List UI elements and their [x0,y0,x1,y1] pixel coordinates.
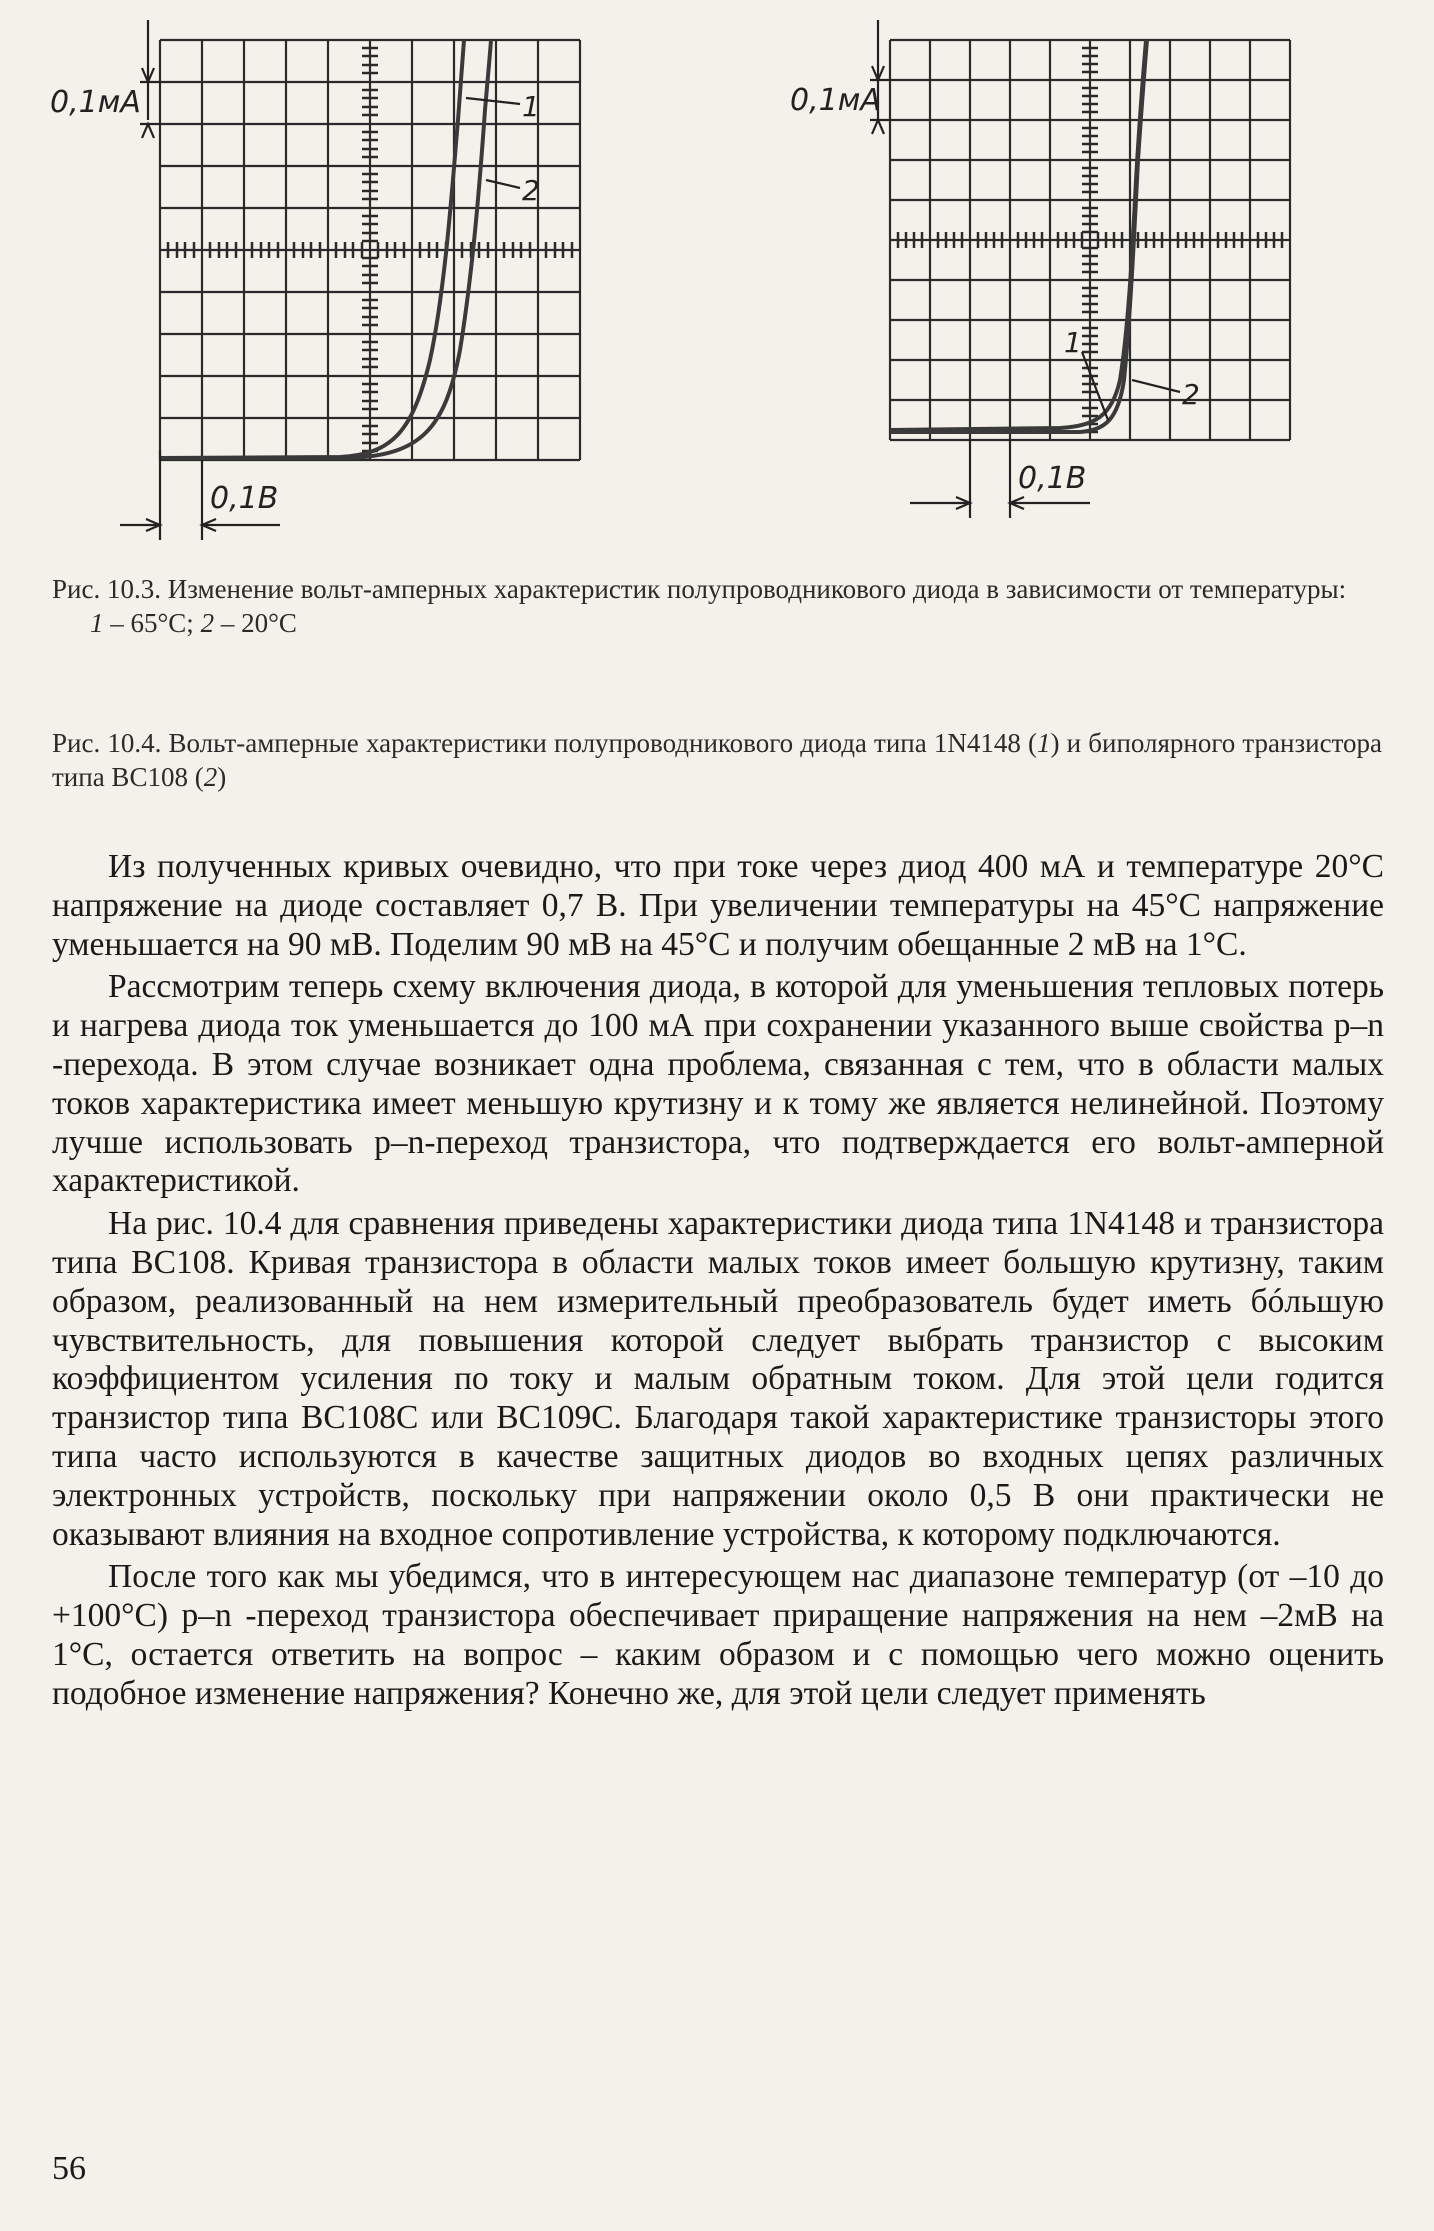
curve-1-label: 1 [522,90,540,123]
legend-text-2: – 20°С [214,608,297,638]
caption-text: Изменение вольт-амперных характеристик полупроводникового диода в зависимости от температуры: [167,574,1347,604]
caption-num-1: 1 [1037,728,1051,758]
figure-10-4-caption [52,726,1382,794]
curve-2-label: 2 [1182,378,1200,411]
caption-text-a: Вольт-амперные характеристики полупроводникового диода типа 1N4148 ( [168,728,1038,758]
x-scale-label: 0,1В [210,481,279,516]
caption-text-c: ) [217,762,227,792]
curve-1-label: 1 [1064,326,1082,359]
legend-num-1: 1 [90,608,104,638]
oscilloscope-grid [890,40,1290,440]
paragraph-3: На рис. 10.4 для сравнения приведены характеристики диода типа 1N4148 и транзистора типа ВС108. Кривая транзистора в области малых токов имеет большую крутизну, таким образом, реализованный на нем измерительный преобразователь будет иметь бóльшую чувствительность, для повышения которой следует выбрать транзистор с высоким коэффициентом усиления по току и малым обратным током. Для этой цели годится транзистор типа ВС108С или ВС109С. Благодаря такой характеристике транзисторы этого типа часто используются в качестве защитных диодов во входных цепях различных электронных устройств, поскольку при напряжении около 0,5 В они практически не оказывают влияния на входное сопротивление устройства, к которому подключаются. [52,1205,1384,1553]
figure-10-4-svg [760,20,1360,530]
figure-10-3-caption [52,572,1382,640]
curve-2-leader [486,180,520,188]
curve-2-leader [1132,380,1180,392]
caption-text-b: ) и биполярного транзистора типа ВС108 ( [52,728,1383,792]
figure-10-3-svg [40,20,620,550]
page-number: 56 [52,2150,86,2187]
paragraph-4: После того как мы убедимся, что в интересующем нас диапазоне температур (от –10 до +100°С) p–n -переход транзистора обеспечивает приращение напряжения на нем –2мВ на 1°С, остается ответить на вопрос – каким образом и с помощью чего можно оценить подобное изменение напряжения? Конечно же, для этой цели следует применять [52,1558,1384,1712]
caption-legend [52,606,1382,640]
legend-text-1: – 65°С; [103,608,201,638]
y-scale-label: 0,1мА [790,83,881,118]
caption-number: Рис. 10.3. [52,574,161,604]
x-scale-label: 0,1В [1018,461,1087,496]
paragraph-1: Из полученных кривых очевидно, что при токе через диод 400 мА и температуре 20°С напряжение на диоде составляет 0,7 В. При увеличении температуры на 45°С напряжение уменьшается на 90 мВ. Поделим 90 мВ на 45°С и получим обещанные 2 мВ на 1°С. [52,848,1384,963]
figure-10-3-iv-curves [40,20,620,550]
body-text [52,848,1384,1718]
caption-number: Рис. 10.4. [52,728,162,758]
y-scale-marker [140,20,160,138]
figure-10-4-iv-curves [760,20,1360,530]
y-scale-label: 0,1мА [50,85,141,120]
curve-1-leader [466,98,520,104]
curve-2-label: 2 [522,174,540,207]
curve-1-leader [1082,352,1108,420]
legend-num-2: 2 [200,608,215,638]
caption-num-2: 2 [203,762,218,792]
paragraph-2: Рассмотрим теперь схему включения диода, в которой для уменьшения тепловых потерь и нагрева диода ток уменьшается до 100 мА при сохранении указанного выше свойства p–n -перехода. В этом случае возникает одна проблема, связанная с тем, что в области малых токов характеристика имеет меньшую крутизну и к тому же является нелинейной. Поэтому лучше использовать p–n-переход транзистора, что подтверждается его вольт-амперной характеристикой. [52,968,1384,1200]
